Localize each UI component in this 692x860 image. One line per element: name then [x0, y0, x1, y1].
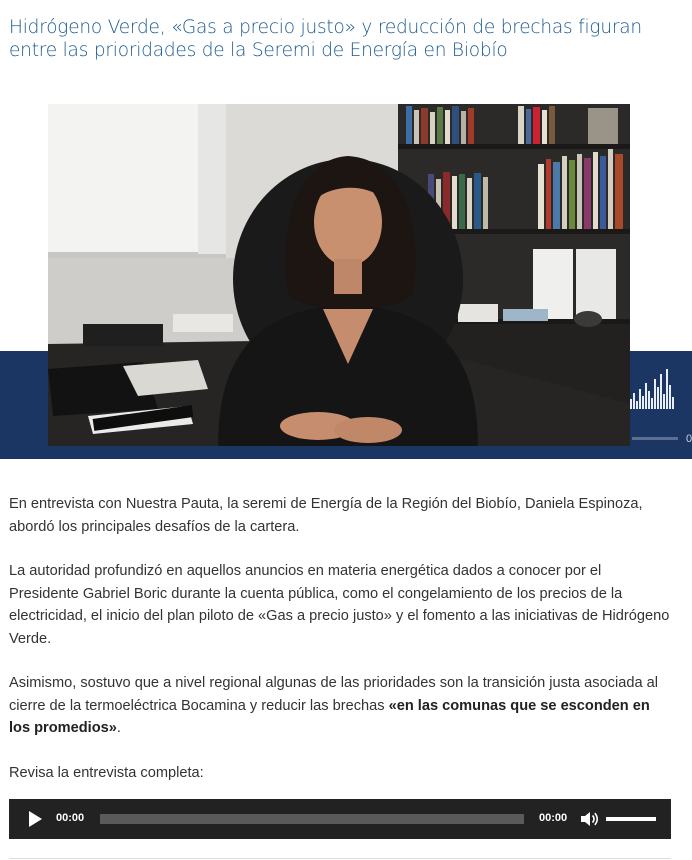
audio-progress-bar[interactable] [100, 814, 524, 824]
volume-level [606, 817, 656, 821]
paragraph-cta: Revisa la entrevista completa: [9, 764, 204, 781]
audio-waveform-icon [630, 369, 676, 409]
paragraph-regional-priorities [9, 672, 674, 740]
article-title: Hidrógeno Verde, «Gas a precio justo» y reducción de brechas figuran entre las prioridades de la Seremi de Energía en Biobío [9, 17, 642, 61]
volume-slider[interactable] [606, 817, 656, 821]
article-photo [48, 104, 630, 446]
divider [9, 858, 671, 859]
paragraph-text: Asimismo, sostuvo que a nivel regional algunas de las prioridades son la transición justa asociada al cierre de la termoeléctrica Bocamina y reducir las brechas [9, 675, 658, 714]
play-icon[interactable] [25, 810, 45, 828]
speaker-icon[interactable] [579, 809, 599, 829]
paragraph-intro: En entrevista con Nuestra Pauta, la seremi de Energía de la Región del Biobío, Daniela Espinoza, abordó los principales desafíos de la cartera. [9, 496, 643, 535]
audio-player [9, 799, 671, 839]
hero-band-digit: 0 [686, 433, 692, 445]
paragraph-announcements: La autoridad profundizó en aquellos anuncios en materia energética dados a conocer por el Presidente Gabriel Boric durante la cuenta pública, como el congelamiento de los precios de la electricidad, el inicio del plan piloto de «Gas a precio justo» y el fomento a las iniciativas de Hidrógeno Verde. [9, 563, 670, 647]
current-time: 00:00 [56, 812, 85, 824]
hero-band-progress [632, 437, 678, 440]
duration-time: 00:00 [539, 812, 568, 824]
article-body [9, 493, 674, 806]
paragraph-text-end: . [116, 720, 121, 736]
bold-quote: «en las comunas que se esconden en los promedios» [9, 697, 650, 736]
